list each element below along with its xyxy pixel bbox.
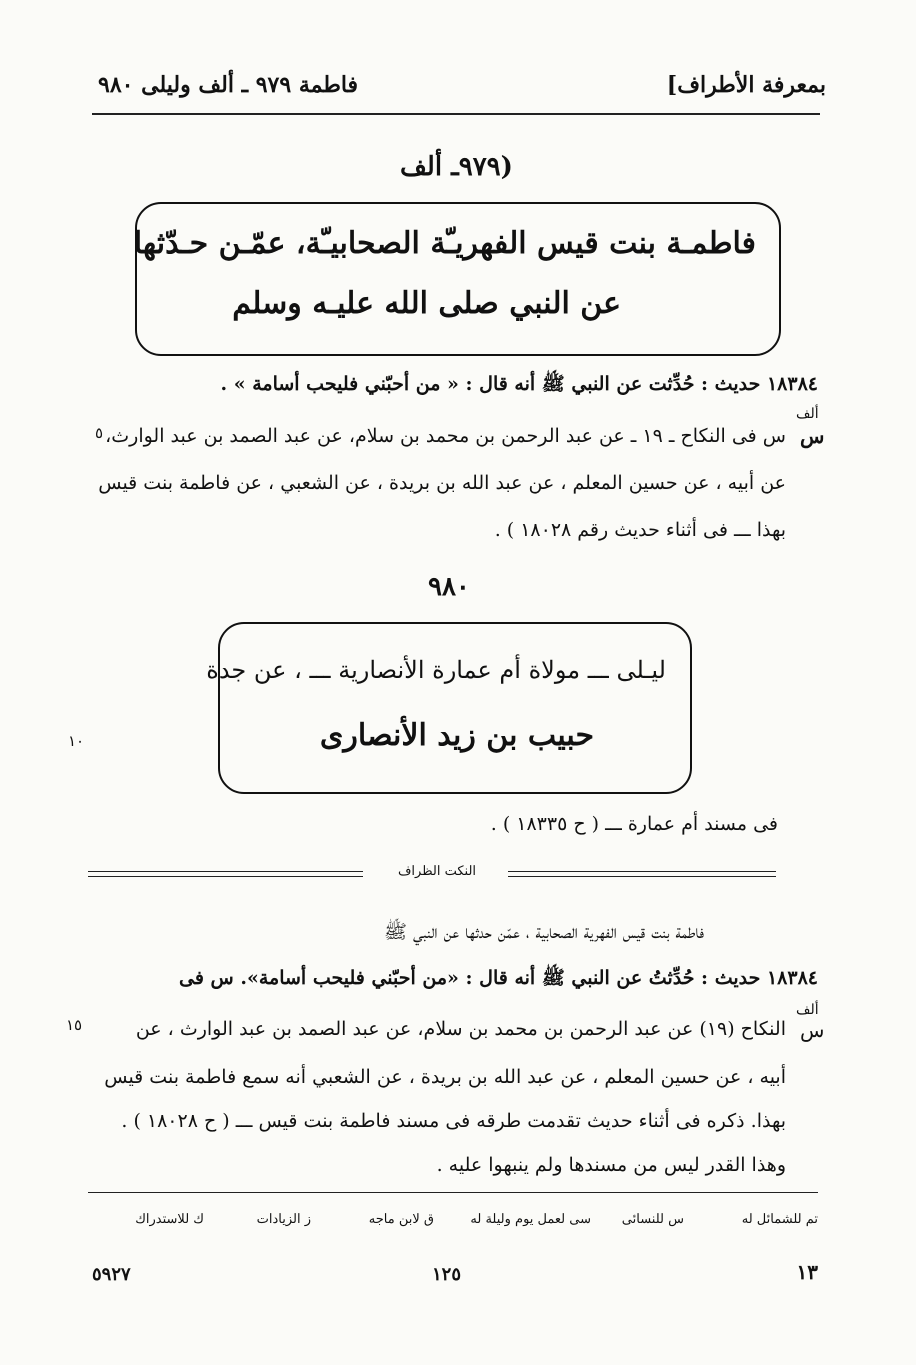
hadith-line: س فى النكاح ـ ١٩ ـ عن عبد الرحمن بن محمد بن سلام، عن عبد الصمد بن عبد الوارث، [105,425,786,447]
entry-number-979: (٩٧٩ـ ألف [400,152,513,182]
line-number-15: ١٥ [66,1016,83,1034]
reference-line: فى مسند أم عمارة ـــ ( ح ١٨٣٣٥ ) . [490,813,778,835]
narrator-title-line1: ليـلى ـــ مولاة أم عمارة الأنصارية ـــ ، عن جدة [206,656,666,684]
line-number-5: ٥ [95,424,104,442]
margin-sin: س [800,424,825,448]
footer-abbreviation: ق لابن ماجه [368,1212,434,1227]
nukat-line: النكاح (١٩) عن عبد الرحمن بن محمد بن سلام، عن عبد الصمد بن عبد الوارث ، عن [135,1018,786,1040]
nukat-label: النكت الظراف [397,864,477,879]
narrator-title-box [218,622,692,794]
footer-abbreviation: س للنسائى [621,1212,684,1227]
page-number-center: ١٢٥ [432,1264,462,1285]
nukat-line: بهذا. ذكره فى أثناء حديث تقدمت طرقه فى مسند فاطمة بنت قيس ـــ ( ح ١٨٠٢٨ ) . [121,1110,786,1132]
narrator-title-line2: حبيب بن زيد الأنصارى [319,718,594,753]
narrator-title-line2: عن النبي صلى الله عليـه وسلم [232,286,621,321]
footer-rule [88,1192,818,1193]
nukat-line: فاطمة بنت قيس الفهرية الصحابية ، عمّن حدثها عن النبي ﷺ [384,921,704,943]
hadith-line: ١٨٣٨٤ حديث : حُدِّثت عن النبي ﷺ أنه قال : « من أحبّني فليحب أسامة » . [220,373,818,395]
hadith-line: عن أبيه ، عن حسين المعلم ، عن عبد الله بن بريدة ، عن الشعبي ، عن فاطمة بنت قيس [98,472,786,494]
separator-rule [88,876,363,877]
narrator-title-line1: فاطمـة بنت قيس الفهريـّة الصحابيـّة، عمّـن حـدّثها [133,226,756,261]
margin-alif: ألف [796,1002,819,1018]
running-header-center: فاطمة ٩٧٩ ـ ألف وليلى ٩٨٠ [98,72,359,98]
footer-abbreviation: ك للاستدراك [135,1212,204,1227]
page-number-right: ١٣ [796,1260,818,1284]
page-number-left: ٥٩٢٧ [92,1264,131,1285]
margin-alif: ألف [796,406,819,422]
separator-rule [508,871,776,872]
line-number-10: ١٠ [68,732,85,750]
hadith-line: بهذا ـــ فى أثناء حديث رقم ١٨٠٢٨ ) . [494,519,786,541]
entry-number-980: ٩٨٠ [428,572,470,602]
running-header-right: بمعرفة الأطراف] [666,72,826,98]
separator-rule [88,871,363,872]
nukat-line: أبيه ، عن حسين المعلم ، عن عبد الله بن بريدة ، عن الشعبي أنه سمع فاطمة بنت قيس [104,1066,786,1088]
separator-rule [508,876,776,877]
footer-abbreviation: تم للشمائل له [741,1212,818,1227]
footer-abbreviation: سى لعمل يوم وليلة له [470,1212,591,1227]
nukat-line: وهذا القدر ليس من مسندها ولم ينبهوا عليه . [436,1154,786,1176]
footer-abbreviation: ز الزيادات [256,1212,311,1227]
nukat-line: ١٨٣٨٤ حديث : حُدِّثتُ عن النبي ﷺ أنه قال : «من أحبّني فليحب أسامة». س فى [179,967,818,989]
margin-sin: س [800,1018,825,1042]
header-rule [92,113,820,115]
